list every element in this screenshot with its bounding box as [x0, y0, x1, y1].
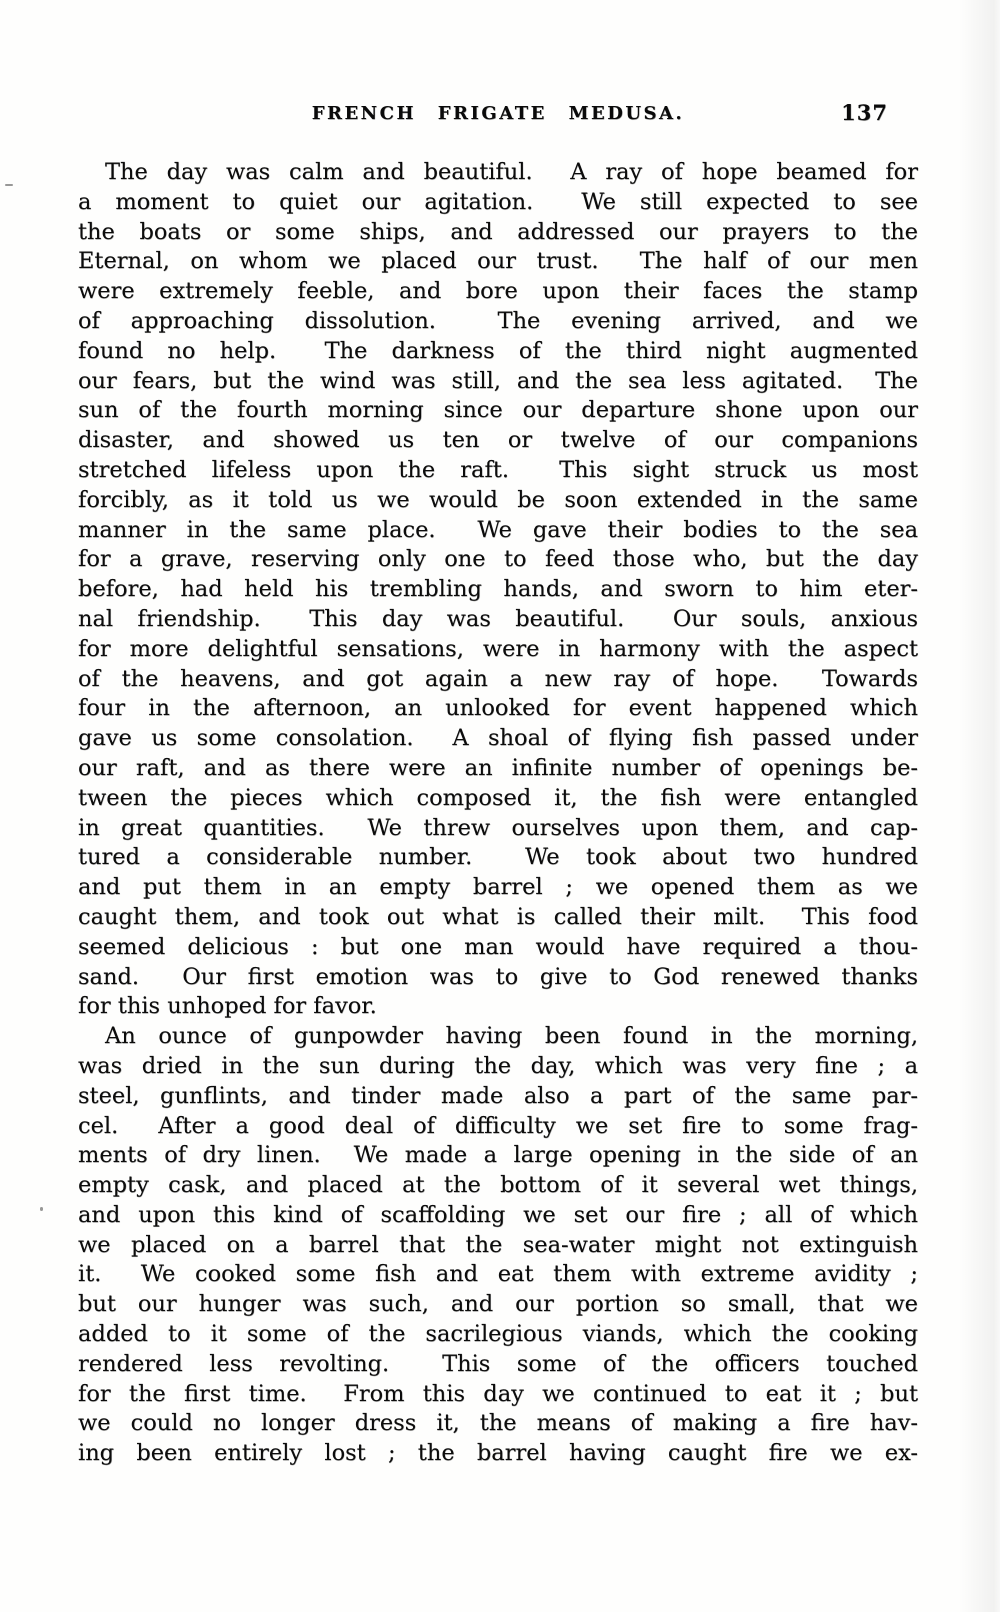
text-line: our raft, and as there were an infinite number of openings be-	[78, 754, 918, 781]
text-line: rendered less revolting. This some of the officers touched	[78, 1350, 918, 1377]
text-line: caught them, and took out what is called their milt. This food	[78, 903, 918, 930]
text-line: of approaching dissolution. The evening arrived, and we	[78, 307, 918, 334]
text-line: four in the afternoon, an unlooked for event happened which	[78, 695, 918, 722]
text-line: disaster, and showed us ten or twelve of our companions	[78, 427, 918, 454]
text-line: tween the pieces which composed it, the fish were entangled	[78, 784, 918, 811]
text-line: but our hunger was such, and our portion so small, that we	[78, 1291, 918, 1318]
text-line: of the heavens, and got again a new ray of hope. Towards	[78, 665, 918, 692]
text-line: Eternal, on whom we placed our trust. The half of our men	[78, 248, 918, 275]
text-line: we placed on a barrel that the sea-water might not extinguish	[78, 1231, 918, 1258]
text-line: sun of the fourth morning since our departure shone upon our	[78, 397, 918, 424]
page-number: 137	[841, 100, 888, 125]
text-line: our fears, but the wind was still, and the sea less agitated. The	[78, 367, 918, 394]
page-body	[78, 158, 918, 1469]
scan-artifact	[40, 1207, 43, 1211]
text-line: manner in the same place. We gave their bodies to the sea	[78, 516, 918, 543]
text-line: we could no longer dress it, the means of making a fire hav-	[78, 1410, 918, 1437]
text-line: was dried in the sun during the day, which was very fine ; a	[78, 1052, 918, 1079]
text-line: and put them in an empty barrel ; we opened them as we	[78, 874, 918, 901]
text-line: for more delightful sensations, were in harmony with the aspect	[78, 635, 918, 662]
text-line: stretched lifeless upon the raft. This sight struck us most	[78, 456, 918, 483]
text-line: gave us some consolation. A shoal of flying fish passed under	[78, 725, 918, 752]
scan-artifact	[5, 184, 13, 186]
text-line: before, had held his trembling hands, and sworn to him eter-	[78, 576, 918, 603]
text-line: it. We cooked some fish and eat them with extreme avidity ;	[78, 1261, 918, 1288]
scan-edge-shading	[958, 0, 1000, 1612]
text-line: steel, gunflints, and tinder made also a part of the same par-	[78, 1082, 918, 1109]
text-line: for a grave, reserving only one to feed those who, but the day	[78, 546, 918, 573]
text-line: for the first time. From this day we continued to eat it ; but	[78, 1380, 918, 1407]
text-line: the boats or some ships, and addressed our prayers to the	[78, 218, 918, 245]
text-line: ments of dry linen. We made a large opening in the side of an	[78, 1142, 918, 1169]
text-line: found no help. The darkness of the third night augmented	[78, 337, 918, 364]
text-line: added to it some of the sacrilegious viands, which the cooking	[78, 1321, 918, 1348]
text-line: empty cask, and placed at the bottom of it several wet things,	[78, 1172, 918, 1199]
text-line: ing been entirely lost ; the barrel having caught fire we ex-	[78, 1440, 918, 1467]
text-line: and upon this kind of scaffolding we set our fire ; all of which	[78, 1201, 918, 1228]
text-line: seemed delicious : but one man would have required a thou-	[78, 933, 918, 960]
text-line: a moment to quiet our agitation. We still expected to see	[78, 188, 918, 215]
page-title: FRENCH FRIGATE MEDUSA.	[311, 103, 685, 124]
text-line: were extremely feeble, and bore upon their faces the stamp	[78, 278, 918, 305]
text-line: The day was calm and beautiful. A ray of hope beamed for	[105, 159, 918, 185]
text-line: tured a considerable number. We took about two hundred	[78, 844, 918, 871]
text-line: for this unhoped for favor.	[78, 993, 377, 1020]
running-header	[0, 0, 1000, 126]
text-line: in great quantities. We threw ourselves upon them, and cap-	[78, 814, 918, 841]
text-line: nal friendship. This day was beautiful. Our souls, anxious	[78, 605, 918, 632]
text-line: forcibly, as it told us we would be soon extended in the same	[78, 486, 918, 513]
text-line: sand. Our first emotion was to give to God renewed thanks	[78, 963, 918, 990]
text-line: cel. After a good deal of difficulty we set fire to some frag-	[78, 1112, 918, 1139]
text-line: An ounce of gunpowder having been found in the morning,	[105, 1023, 918, 1050]
